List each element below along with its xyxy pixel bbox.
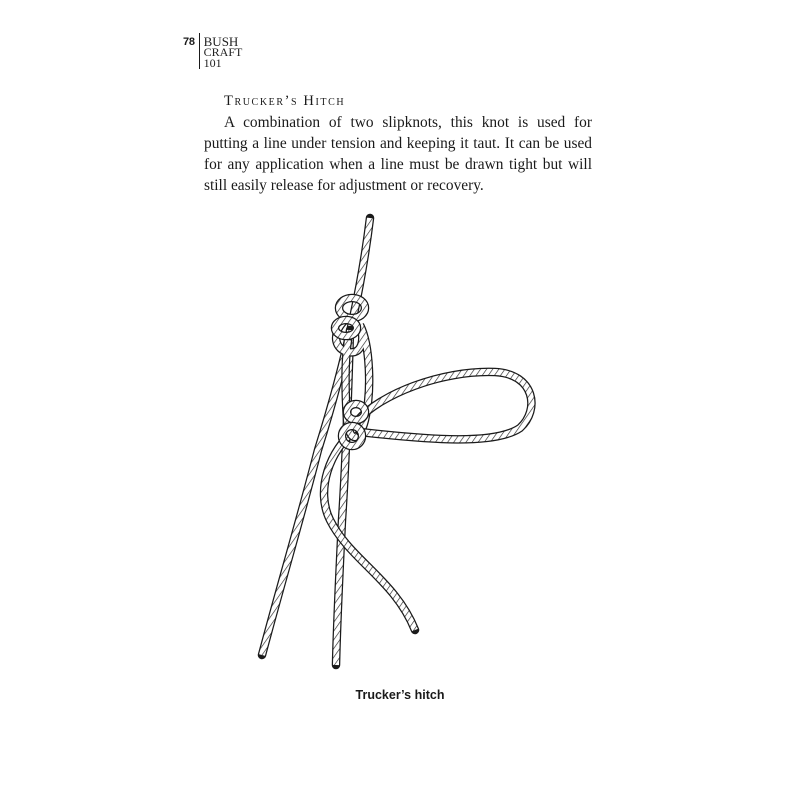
rope-large-loop [358, 372, 531, 439]
running-head-divider [199, 33, 200, 69]
section-title: Trucker’s Hitch [224, 93, 346, 109]
book-title [204, 33, 243, 69]
body-paragraph: A combination of two slipknots, this knot is used for putting a line under tension and keeping it taut. It can be used for any application when a line must be drawn tight but will still easily release for adjustment or recovery. [204, 114, 592, 194]
figure-caption: Trucker’s hitch [355, 688, 445, 702]
rope-working-end [336, 330, 350, 665]
rope-standing-line [262, 218, 370, 655]
page-number: 78 [183, 36, 195, 48]
book-title-line: BUSH [203, 34, 239, 49]
rope-lower-knot [342, 404, 365, 446]
book-title-line: 101 [203, 56, 222, 70]
rope-upper-knot [335, 298, 365, 336]
running-head [183, 33, 242, 71]
rope-tail [324, 430, 415, 630]
book-title-line: CRAFT [203, 45, 243, 59]
rope-inner-loop [336, 320, 369, 437]
